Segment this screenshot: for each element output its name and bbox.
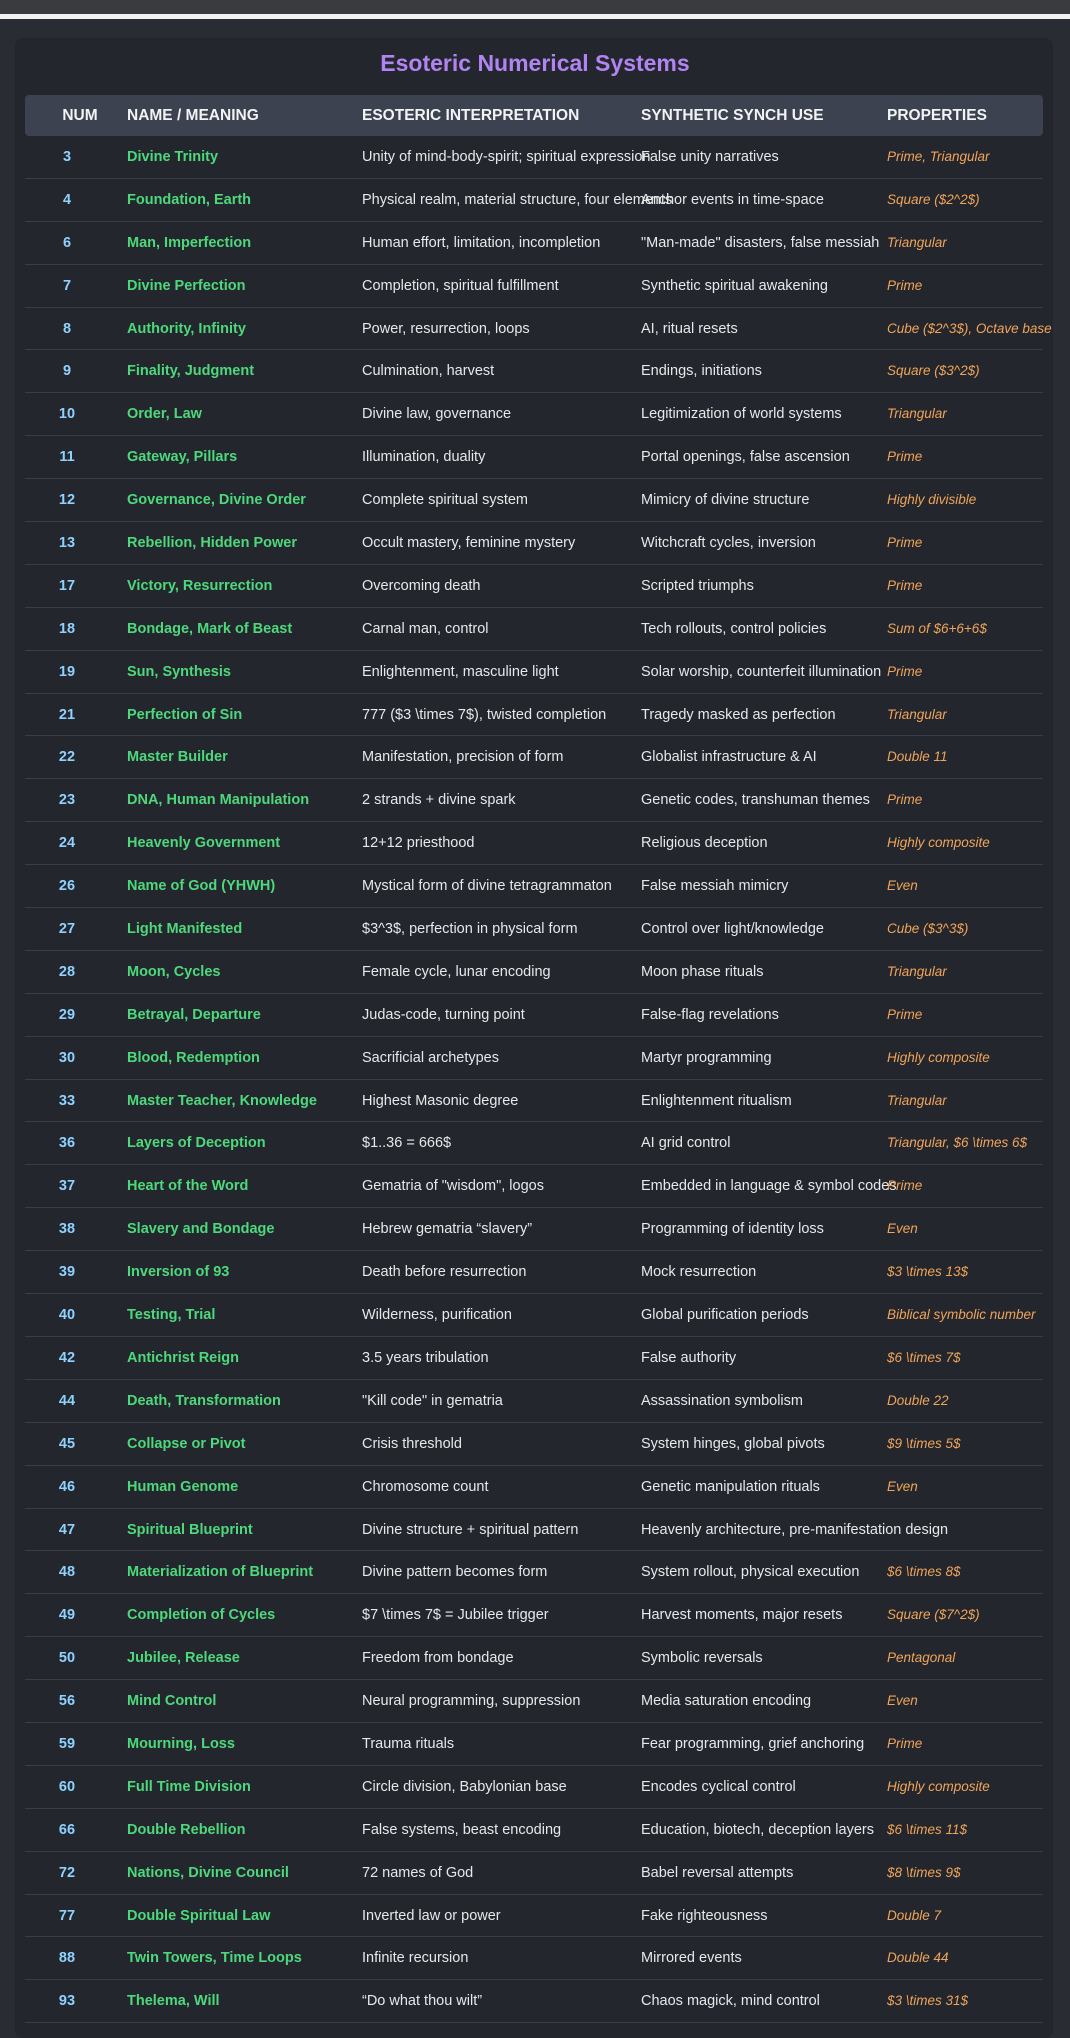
- row-synthetic: Martyr programming: [641, 1049, 772, 1066]
- row-number: 7: [62, 277, 72, 294]
- row-properties: Cube ($3^3$): [887, 921, 969, 937]
- row-number: 88: [58, 1950, 76, 1967]
- table-row: [25, 1337, 1043, 1380]
- row-number: 21: [58, 706, 76, 723]
- table-row: [25, 822, 1043, 865]
- row-name: Perfection of Sin: [127, 706, 243, 723]
- row-synthetic: Synthetic spiritual awakening: [641, 277, 828, 294]
- row-synthetic: AI grid control: [641, 1135, 731, 1152]
- row-number: 4: [62, 191, 72, 208]
- row-name: Master Teacher, Knowledge: [127, 1092, 317, 1109]
- row-number: 29: [58, 1006, 76, 1023]
- row-esoteric: Female cycle, lunar encoding: [362, 963, 551, 980]
- row-synthetic: Education, biotech, deception layers: [641, 1821, 874, 1838]
- table-row: [25, 1637, 1043, 1680]
- row-esoteric: Freedom from bondage: [362, 1650, 514, 1667]
- row-esoteric: Divine pattern becomes form: [362, 1564, 548, 1581]
- row-synthetic: Solar worship, counterfeit illumination: [641, 663, 882, 680]
- row-synthetic: False-flag revelations: [641, 1006, 779, 1023]
- row-name: Mind Control: [127, 1693, 217, 1710]
- table-row: [25, 908, 1043, 951]
- row-number: 50: [58, 1650, 76, 1667]
- table-row: [25, 1766, 1043, 1809]
- table-row: [25, 1251, 1043, 1294]
- row-synthetic: Mock resurrection: [641, 1264, 757, 1281]
- row-number: 39: [58, 1264, 76, 1281]
- table-row: [25, 565, 1043, 608]
- row-esoteric: 3.5 years tribulation: [362, 1349, 489, 1366]
- row-synthetic: "Man-made" disasters, false messiah: [641, 234, 880, 251]
- row-properties: $3 \times 13$: [887, 1264, 969, 1280]
- row-synthetic: System rollout, physical execution: [641, 1564, 860, 1581]
- page-title: Esoteric Numerical Systems: [380, 50, 690, 76]
- row-properties: $6 \times 7$: [887, 1349, 961, 1365]
- row-synthetic: Witchcraft cycles, inversion: [641, 535, 816, 552]
- table-row: [25, 136, 1043, 179]
- table-row: [25, 779, 1043, 822]
- row-esoteric: Chromosome count: [362, 1478, 489, 1495]
- row-esoteric: $1..36 = 666$: [362, 1135, 452, 1152]
- row-esoteric: Divine structure + spiritual pattern: [362, 1521, 579, 1538]
- row-synthetic: Globalist infrastructure & AI: [641, 749, 817, 766]
- row-properties: Square ($7^2$): [887, 1607, 980, 1623]
- row-name: DNA, Human Manipulation: [127, 792, 310, 809]
- row-esoteric: Death before resurrection: [362, 1264, 527, 1281]
- row-number: 47: [58, 1521, 76, 1538]
- table-row: [25, 1294, 1043, 1337]
- table-row: [25, 1037, 1043, 1080]
- row-number: 77: [58, 1907, 76, 1924]
- row-number: 17: [58, 577, 76, 594]
- row-number: 93: [58, 1993, 76, 2010]
- row-name: Double Spiritual Law: [127, 1907, 271, 1924]
- row-esoteric: 72 names of God: [362, 1864, 474, 1881]
- table-body: [25, 136, 1052, 2023]
- row-synthetic: False unity narratives: [641, 149, 779, 165]
- row-synthetic: Harvest moments, major resets: [641, 1607, 843, 1624]
- row-name: Nations, Divine Council: [127, 1864, 289, 1881]
- row-esoteric: Sacrificial archetypes: [362, 1049, 499, 1066]
- row-name: Death, Transformation: [127, 1392, 281, 1409]
- row-properties: Double 7: [887, 1907, 942, 1923]
- row-number: 9: [62, 363, 72, 380]
- table-row: [25, 393, 1043, 436]
- row-properties: Triangular: [887, 234, 947, 250]
- row-name: Inversion of 93: [127, 1264, 230, 1281]
- row-esoteric: Neural programming, suppression: [362, 1693, 581, 1710]
- row-properties: Even: [887, 878, 918, 894]
- row-synthetic: Mirrored events: [641, 1950, 742, 1967]
- row-synthetic: Religious deception: [641, 835, 768, 852]
- row-synthetic: Programming of identity loss: [641, 1221, 824, 1238]
- row-name: Rebellion, Hidden Power: [127, 535, 297, 552]
- row-esoteric: 2 strands + divine spark: [362, 792, 516, 809]
- table-row: [25, 1980, 1043, 2023]
- row-number: 56: [58, 1693, 76, 1710]
- table-row: [25, 694, 1043, 737]
- row-synthetic: Tech rollouts, control policies: [641, 620, 827, 637]
- row-name: Authority, Infinity: [127, 320, 246, 337]
- row-synthetic: Enlightenment ritualism: [641, 1092, 792, 1109]
- row-number: 11: [59, 449, 75, 466]
- row-esoteric: Occult mastery, feminine mystery: [362, 535, 576, 552]
- row-name: Spiritual Blueprint: [127, 1521, 253, 1538]
- row-name: Moon, Cycles: [127, 963, 221, 980]
- row-synthetic: Mimicry of divine structure: [641, 492, 810, 509]
- row-esoteric: Power, resurrection, loops: [362, 320, 530, 337]
- row-number: 26: [58, 878, 76, 895]
- row-synthetic: Fake righteousness: [641, 1907, 768, 1924]
- row-name: Layers of Deception: [127, 1135, 266, 1152]
- row-number: 13: [58, 535, 76, 552]
- row-number: 66: [58, 1821, 76, 1838]
- table-row: [25, 1165, 1043, 1208]
- row-number: 36: [58, 1135, 76, 1152]
- row-name: Divine Perfection: [127, 277, 246, 294]
- table-row: [25, 1809, 1043, 1852]
- row-esoteric: Completion, spiritual fulfillment: [362, 277, 559, 294]
- row-number: 22: [58, 749, 76, 766]
- window-top-bar: [0, 0, 1070, 14]
- row-name: Betrayal, Departure: [127, 1006, 261, 1023]
- table-row: [25, 350, 1043, 393]
- row-esoteric: Judas-code, turning point: [362, 1006, 525, 1023]
- row-esoteric: Divine law, governance: [362, 406, 512, 423]
- row-properties: $3 \times 31$: [887, 1993, 969, 2009]
- row-esoteric: Human effort, limitation, incompletion: [362, 234, 601, 251]
- row-properties: Triangular, $6 \times 6$: [887, 1135, 1028, 1151]
- header-esoteric: ESOTERIC INTERPRETATION: [362, 107, 580, 124]
- row-properties: Highly divisible: [887, 492, 977, 508]
- table-row: [25, 1466, 1043, 1509]
- header-name: NAME / MEANING: [127, 107, 259, 124]
- row-name: Mourning, Loss: [127, 1735, 235, 1752]
- row-properties: Highly composite: [887, 1049, 990, 1065]
- table-row: [25, 1080, 1043, 1123]
- row-esoteric: “Do what thou wilt”: [362, 1993, 483, 2010]
- table-row: [25, 994, 1043, 1037]
- row-synthetic: Moon phase rituals: [641, 963, 764, 980]
- row-esoteric: Illumination, duality: [362, 449, 486, 466]
- row-number: 72: [58, 1864, 76, 1881]
- row-name: Materialization of Blueprint: [127, 1564, 314, 1581]
- row-synthetic: Anchor events in time-space: [641, 191, 824, 208]
- row-esoteric: Gematria of "wisdom", logos: [362, 1178, 544, 1195]
- row-esoteric: Unity of mind-body-spirit; spiritual expression: [362, 149, 651, 165]
- row-name: Human Genome: [127, 1478, 239, 1495]
- table-row: [25, 1895, 1043, 1938]
- table-row: [25, 865, 1043, 908]
- row-number: 59: [58, 1735, 76, 1752]
- row-number: 18: [58, 620, 76, 637]
- row-synthetic: Chaos magick, mind control: [641, 1993, 820, 2010]
- row-synthetic: Scripted triumphs: [641, 577, 754, 594]
- table-row: [25, 1937, 1043, 1980]
- row-number: 27: [58, 921, 76, 938]
- window-divider: [0, 14, 1070, 19]
- table-row: [25, 479, 1043, 522]
- row-properties: Square ($2^2$): [887, 191, 980, 207]
- row-synthetic: Legitimization of world systems: [641, 406, 842, 423]
- row-properties: Highly composite: [887, 835, 990, 851]
- row-name: Victory, Resurrection: [127, 577, 273, 594]
- row-number: 3: [62, 149, 72, 165]
- row-name: Divine Trinity: [127, 149, 219, 165]
- row-properties: Square ($3^2$): [887, 363, 980, 379]
- row-properties: Triangular: [887, 706, 947, 722]
- row-esoteric: Manifestation, precision of form: [362, 749, 564, 766]
- row-number: 8: [62, 320, 72, 337]
- row-esoteric: False systems, beast encoding: [362, 1821, 562, 1838]
- row-name: Name of God (YHWH): [127, 878, 276, 895]
- row-synthetic: Media saturation encoding: [641, 1693, 812, 1710]
- row-name: Twin Towers, Time Loops: [127, 1950, 302, 1967]
- table-row: [25, 1380, 1043, 1423]
- row-properties: Triangular: [887, 406, 947, 422]
- row-properties: Even: [887, 1478, 918, 1494]
- row-properties: Prime: [887, 1006, 923, 1022]
- row-number: 42: [58, 1349, 76, 1366]
- row-name: Heavenly Government: [127, 835, 281, 852]
- row-esoteric: Overcoming death: [362, 577, 481, 594]
- row-esoteric: Highest Masonic degree: [362, 1092, 519, 1109]
- row-synthetic: Genetic codes, transhuman themes: [641, 792, 870, 809]
- header-synthetic: SYNTHETIC SYNCH USE: [641, 107, 824, 124]
- row-name: Double Rebellion: [127, 1821, 246, 1838]
- row-properties: Prime: [887, 1178, 923, 1194]
- table-row: [25, 1852, 1043, 1895]
- row-esoteric: Wilderness, purification: [362, 1307, 512, 1324]
- row-number: 12: [58, 492, 76, 509]
- row-properties: Prime: [887, 577, 923, 593]
- row-properties: Cube ($2^3$), Octave base: [887, 320, 1052, 336]
- row-esoteric: 777 ($3 \times 7$), twisted completion: [362, 706, 607, 723]
- row-esoteric: 12+12 priesthood: [362, 835, 475, 852]
- row-properties: Biblical symbolic number: [887, 1307, 1036, 1323]
- row-name: Jubilee, Release: [127, 1650, 240, 1667]
- row-synthetic: Control over light/knowledge: [641, 921, 824, 938]
- header-properties: PROPERTIES: [887, 107, 987, 124]
- row-number: 33: [58, 1092, 76, 1109]
- row-name: Gateway, Pillars: [127, 449, 238, 466]
- row-esoteric: $3^3$, perfection in physical form: [362, 921, 578, 938]
- table-row: [25, 308, 1052, 351]
- row-synthetic: Portal openings, false ascension: [641, 449, 850, 466]
- table-row: [25, 1122, 1043, 1165]
- row-number: 44: [58, 1392, 76, 1409]
- table-row: [25, 265, 1043, 308]
- row-synthetic: False messiah mimicry: [641, 878, 789, 895]
- row-number: 6: [62, 234, 72, 251]
- row-esoteric: Crisis threshold: [362, 1435, 462, 1452]
- table-row: [25, 1423, 1043, 1466]
- row-properties: Prime: [887, 663, 923, 679]
- row-synthetic: System hinges, global pivots: [641, 1435, 825, 1452]
- row-name: Foundation, Earth: [127, 191, 252, 208]
- row-synthetic: Encodes cyclical control: [641, 1778, 796, 1795]
- header-num: NUM: [62, 107, 98, 124]
- row-name: Master Builder: [127, 749, 228, 766]
- row-synthetic: Assassination symbolism: [641, 1392, 803, 1409]
- row-properties: Double 44: [887, 1950, 949, 1966]
- row-properties: Double 11: [887, 749, 948, 765]
- row-number: 40: [58, 1307, 76, 1324]
- row-properties: Triangular: [887, 963, 947, 979]
- row-number: 45: [58, 1435, 76, 1452]
- row-esoteric: Enlightenment, masculine light: [362, 663, 559, 680]
- table-row: [25, 222, 1043, 265]
- row-number: 60: [58, 1778, 76, 1795]
- row-synthetic: Tragedy masked as perfection: [641, 706, 836, 723]
- table-row: [25, 1509, 1043, 1552]
- row-esoteric: Carnal man, control: [362, 620, 489, 637]
- row-name: Heart of the Word: [127, 1178, 249, 1195]
- row-number: 38: [58, 1221, 76, 1238]
- table-row: [25, 1208, 1043, 1251]
- row-name: Blood, Redemption: [127, 1049, 260, 1066]
- table-row: [25, 608, 1043, 651]
- row-properties: Triangular: [887, 1092, 947, 1108]
- row-synthetic: Genetic manipulation rituals: [641, 1478, 820, 1495]
- row-synthetic: Heavenly architecture, pre-manifestation design: [641, 1521, 949, 1538]
- row-name: Completion of Cycles: [127, 1607, 276, 1624]
- table-row: [25, 651, 1043, 694]
- row-number: 46: [58, 1478, 76, 1495]
- row-esoteric: Hebrew gematria “slavery”: [362, 1221, 533, 1238]
- row-number: 10: [58, 406, 76, 423]
- row-number: 19: [58, 663, 76, 680]
- row-properties: Prime, Triangular: [887, 149, 990, 164]
- row-esoteric: Physical realm, material structure, four elements: [362, 191, 673, 208]
- table-row: [25, 1594, 1043, 1637]
- table-row: [25, 951, 1043, 994]
- row-name: Full Time Division: [127, 1778, 251, 1795]
- row-properties: Highly composite: [887, 1778, 990, 1794]
- row-esoteric: Infinite recursion: [362, 1950, 469, 1967]
- row-name: Bondage, Mark of Beast: [127, 620, 293, 637]
- row-esoteric: Inverted law or power: [362, 1907, 501, 1924]
- row-synthetic: Fear programming, grief anchoring: [641, 1735, 865, 1752]
- table-row: [25, 1680, 1043, 1723]
- row-name: Antichrist Reign: [127, 1349, 239, 1366]
- row-synthetic: Global purification periods: [641, 1307, 809, 1324]
- table-row: [25, 522, 1043, 565]
- row-properties: Prime: [887, 449, 923, 465]
- row-number: 49: [58, 1607, 76, 1624]
- row-properties: Prime: [887, 535, 923, 551]
- row-properties: Even: [887, 1693, 918, 1709]
- table-header: [25, 95, 1043, 136]
- row-name: Order, Law: [127, 406, 202, 423]
- row-properties: Double 22: [887, 1392, 949, 1408]
- row-synthetic: Endings, initiations: [641, 363, 762, 380]
- row-name: Thelema, Will: [127, 1993, 220, 2010]
- table-row: [25, 436, 1043, 479]
- row-name: Testing, Trial: [127, 1307, 216, 1324]
- row-properties: Prime: [887, 792, 923, 808]
- row-esoteric: Culmination, harvest: [362, 363, 495, 380]
- row-number: 37: [58, 1178, 76, 1195]
- row-name: Governance, Divine Order: [127, 492, 306, 509]
- row-esoteric: Mystical form of divine tetragrammaton: [362, 878, 612, 895]
- row-number: 48: [58, 1564, 76, 1581]
- row-esoteric: $7 \times 7$ = Jubilee trigger: [362, 1607, 549, 1624]
- row-synthetic: False authority: [641, 1349, 737, 1366]
- row-number: 28: [58, 963, 76, 980]
- row-synthetic: Embedded in language & symbol codes: [641, 1178, 897, 1195]
- row-name: Sun, Synthesis: [127, 663, 231, 680]
- row-name: Man, Imperfection: [127, 234, 252, 251]
- row-number: 23: [58, 792, 76, 809]
- table-row: [25, 1723, 1043, 1766]
- row-esoteric: "Kill code" in gematria: [362, 1392, 503, 1409]
- row-properties: Prime: [887, 277, 923, 293]
- row-synthetic: AI, ritual resets: [641, 320, 738, 337]
- row-properties: $9 \times 5$: [887, 1435, 961, 1451]
- row-name: Collapse or Pivot: [127, 1435, 246, 1452]
- row-name: Light Manifested: [127, 921, 243, 938]
- row-properties: Sum of $6+6+6$: [887, 620, 987, 636]
- row-properties: $6 \times 8$: [887, 1564, 961, 1580]
- row-number: 30: [58, 1049, 76, 1066]
- row-name: Slavery and Bondage: [127, 1221, 275, 1238]
- row-esoteric: Circle division, Babylonian base: [362, 1778, 567, 1795]
- row-esoteric: Complete spiritual system: [362, 492, 528, 509]
- row-synthetic: Symbolic reversals: [641, 1650, 763, 1667]
- table-row: [25, 736, 1043, 779]
- table-row: [25, 1551, 1043, 1594]
- row-synthetic: Babel reversal attempts: [641, 1864, 794, 1881]
- row-esoteric: Trauma rituals: [362, 1735, 455, 1752]
- table-row: [25, 179, 1043, 222]
- row-properties: $8 \times 9$: [887, 1864, 961, 1880]
- row-properties: Even: [887, 1221, 918, 1237]
- row-properties: Pentagonal: [887, 1650, 956, 1666]
- row-name: Finality, Judgment: [127, 363, 255, 380]
- row-properties: Prime: [887, 1735, 923, 1751]
- row-properties: $6 \times 11$: [887, 1821, 968, 1837]
- row-number: 24: [58, 835, 76, 852]
